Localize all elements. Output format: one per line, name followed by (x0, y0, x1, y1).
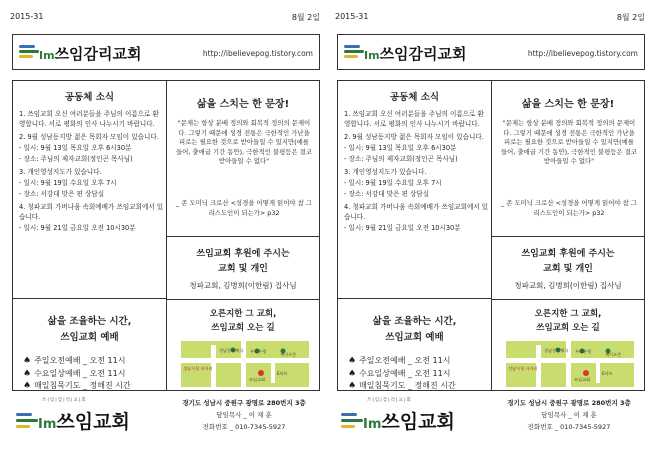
map-label: 우리은행 (250, 349, 267, 354)
news-title: 공동체 소식 (64, 92, 115, 103)
section-divider (491, 236, 644, 237)
spade-icon: ♠ (23, 381, 32, 391)
church-marker-icon (258, 370, 264, 376)
sponsor-title: 쓰임교회 후원에 주시는 교회 및 개인 (196, 249, 290, 274)
issue-line (10, 12, 320, 24)
map-label: 성남동우체국 (219, 348, 244, 353)
worship-item (23, 368, 131, 381)
news-list (344, 109, 490, 236)
section-divider (491, 299, 644, 300)
worship-item-label: 매일침묵기도 _ 정해진 시간 (359, 381, 456, 390)
news-item: - 장소: 서강대 맞은 편 상담실 (344, 190, 430, 198)
worship-item-label: 주일오전예배 _ 오전 11시 (34, 356, 126, 365)
masthead-logo: Im쓰임감리교회 (39, 45, 142, 63)
logo-waves-icon (344, 43, 366, 61)
content-grid (12, 80, 320, 391)
worship-item-label: 주일오전예배 _ 오전 11시 (359, 356, 451, 365)
quote-title: 삶을 스치는 한 문장! (521, 99, 615, 110)
issue-number: 2015-31 (335, 12, 369, 21)
masthead-logo: Im쓰임감리교회 (364, 45, 467, 63)
news-title: 공동체 소식 (389, 92, 440, 103)
worship-item-label: 수요일상예배 _ 오전 11시 (34, 368, 126, 378)
news-item: - 장소: 주님의 제자교회(정인곤 목사님) (19, 155, 133, 163)
spade-icon: ♠ (348, 356, 357, 366)
logo-waves-icon (19, 43, 41, 61)
news-item: - 일시: 9월 21일 금요일 오전 10시30분 (344, 224, 461, 232)
news-list (19, 109, 165, 236)
news-item: - 장소: 서강대 맞은 편 상담실 (19, 190, 105, 198)
news-item: - 일시: 9월 13일 목요일 오후 6시30분 (19, 144, 132, 152)
bulletin-page (8, 0, 322, 459)
news-item: 2. 9월 성남동지방 젊은 목회자 모임이 있습니다. (344, 133, 484, 141)
map-label: 세이프존 (605, 352, 622, 357)
quote-source: _ 존 도미닉 크로산 <성경을 어떻게 읽어야 참 그리스도인이 되는가> p32 (176, 199, 312, 217)
section-divider (13, 298, 166, 299)
worship-title: 삶을 조율하는 시간, 쓰임교회 예배 (372, 316, 457, 343)
masthead (337, 34, 645, 70)
spade-icon: ♠ (23, 368, 32, 379)
worship-item (348, 380, 456, 393)
logo-waves-icon (16, 411, 40, 431)
spade-icon: ♠ (348, 381, 357, 391)
bulletin-page (333, 0, 647, 459)
section-divider (166, 299, 319, 300)
map-road (596, 363, 600, 383)
sponsor-names: 청파교회, 김병희(이한림) 집사님 (189, 281, 297, 290)
spade-icon: ♠ (348, 368, 357, 379)
section-divider (338, 298, 491, 299)
worship-schedule (23, 355, 131, 393)
map-label: 성남시청 사거리 (508, 366, 538, 371)
blog-url[interactable]: http://ibelievepog.tistory.com (527, 49, 638, 58)
footer-logo: Im쓰임교회 (363, 411, 455, 433)
news-item: 3. 개인영성지도가 있습니다. (344, 168, 427, 176)
contact-info (168, 397, 320, 433)
logo-waves-icon (341, 411, 365, 431)
map-label: 성남시청 사거리 (183, 366, 213, 371)
news-item: - 일시: 9월 19일 수요일 오후 7시 (19, 179, 117, 187)
church-address: 경기도 성남시 중원구 광명로 280번지 3층 (182, 399, 306, 407)
footer-logo: Im쓰임교회 (38, 411, 130, 433)
directions-map (506, 341, 634, 387)
news-item: 2. 9월 성남동지방 젊은 목회자 모임이 있습니다. (19, 133, 159, 141)
masthead (12, 34, 320, 70)
pastor-name: 담임목사 _ 이 재 훈 (216, 411, 272, 419)
map-title: 오른지한 그 교회, 쓰임교회 오는 길 (534, 309, 602, 333)
news-item: 4. 청파교회 가버나움 속회예배가 쓰임교회에서 있습니다. (19, 203, 164, 221)
news-item: 4. 청파교회 가버나움 속회예배가 쓰임교회에서 있습니다. (344, 203, 489, 221)
news-item: 3. 개인영성지도가 있습니다. (19, 168, 102, 176)
quote-text: "문제는 항상 분배 정의와 회복적 정의의 문제이다. 그렇기 때문에 성경 전통은 극한적인 가난을 피로는 필요한 것으로 받아들일 수 있지만(예를 들어, 출애굽 기간 동안), 극한적인 불평등은 결코 받아들일 수 없다" (500, 119, 638, 166)
footer-tagline: 쓰|임|감|리|교|회 (42, 398, 87, 403)
map-label: 쓰임교회 (249, 377, 266, 382)
map-label: 우리은행 (575, 349, 592, 354)
worship-item-label: 매일침묵기도 _ 정해진 시간 (34, 381, 131, 390)
phone-number: 전화번호 _ 010-7345-5927 (527, 423, 611, 431)
worship-item (23, 355, 131, 368)
footer-tagline: 쓰|임|감|리|교|회 (367, 398, 412, 403)
spade-icon: ♠ (23, 356, 32, 366)
news-item: - 일시: 9월 13일 목요일 오후 6시30분 (344, 144, 457, 152)
footer-logo-block (16, 397, 156, 443)
news-item: 1. 쓰임교회 오신 여러분들을 주님의 이름으로 환영합니다. 서로 평화의 인사 나누시기 바랍니다. (344, 110, 484, 128)
issue-number: 2015-31 (10, 12, 44, 21)
map-label: E마트 (277, 371, 288, 376)
issue-date: 8월 2일 (291, 13, 320, 22)
news-item: 1. 쓰임교회 오신 여러분들을 주님의 이름으로 환영합니다. 서로 평화의 인사 나누시기 바랍니다. (19, 110, 159, 128)
content-grid (337, 80, 645, 391)
quote-source: _ 존 도미닉 크로산 <성경을 어떻게 읽어야 참 그리스도인이 되는가> p32 (501, 199, 637, 217)
issue-date: 8월 2일 (616, 13, 645, 22)
map-label: 쓰임교회 (574, 377, 591, 382)
sponsor-names: 청파교회, 김병희(이한림) 집사님 (514, 281, 622, 290)
phone-number: 전화번호 _ 010-7345-5927 (202, 423, 286, 431)
news-item: - 일시: 9월 21일 금요일 오전 10시30분 (19, 224, 136, 232)
worship-item (348, 368, 456, 381)
quote-title: 삶을 스치는 한 문장! (196, 99, 290, 110)
map-road (271, 363, 275, 383)
worship-item (348, 355, 456, 368)
directions-map (181, 341, 309, 387)
quote-text: "문제는 항상 분배 정의와 회복적 정의의 문제이다. 그렇기 때문에 성경 전통은 극한적인 가난을 피로는 필요한 것으로 받아들일 수 있지만(예를 들어, 출애굽 기간 동안), 극한적인 불평등은 결코 받아들일 수 없다" (175, 119, 313, 166)
sponsor-title: 쓰임교회 후원에 주시는 교회 및 개인 (521, 249, 615, 274)
blog-url[interactable]: http://ibelievepog.tistory.com (202, 49, 313, 58)
contact-info (493, 397, 645, 433)
worship-schedule (348, 355, 456, 393)
church-address: 경기도 성남시 중원구 광명로 280번지 3층 (507, 399, 631, 407)
section-divider (166, 236, 319, 237)
footer-logo-block (341, 397, 481, 443)
map-title: 오른지한 그 교회, 쓰임교회 오는 길 (209, 309, 277, 333)
pastor-name: 담임목사 _ 이 재 훈 (541, 411, 597, 419)
news-item: - 장소: 주님의 제자교회(정인곤 목사님) (344, 155, 458, 163)
worship-item-label: 수요일상예배 _ 오전 11시 (359, 368, 451, 378)
map-label: E마트 (602, 371, 613, 376)
worship-title: 삶을 조율하는 시간, 쓰임교회 예배 (47, 316, 132, 343)
news-item: - 일시: 9월 19일 수요일 오후 7시 (344, 179, 442, 187)
map-label: 세이프존 (280, 352, 297, 357)
issue-line (335, 12, 645, 24)
map-label: 성남동우체국 (544, 348, 569, 353)
worship-item (23, 380, 131, 393)
church-marker-icon (583, 370, 589, 376)
